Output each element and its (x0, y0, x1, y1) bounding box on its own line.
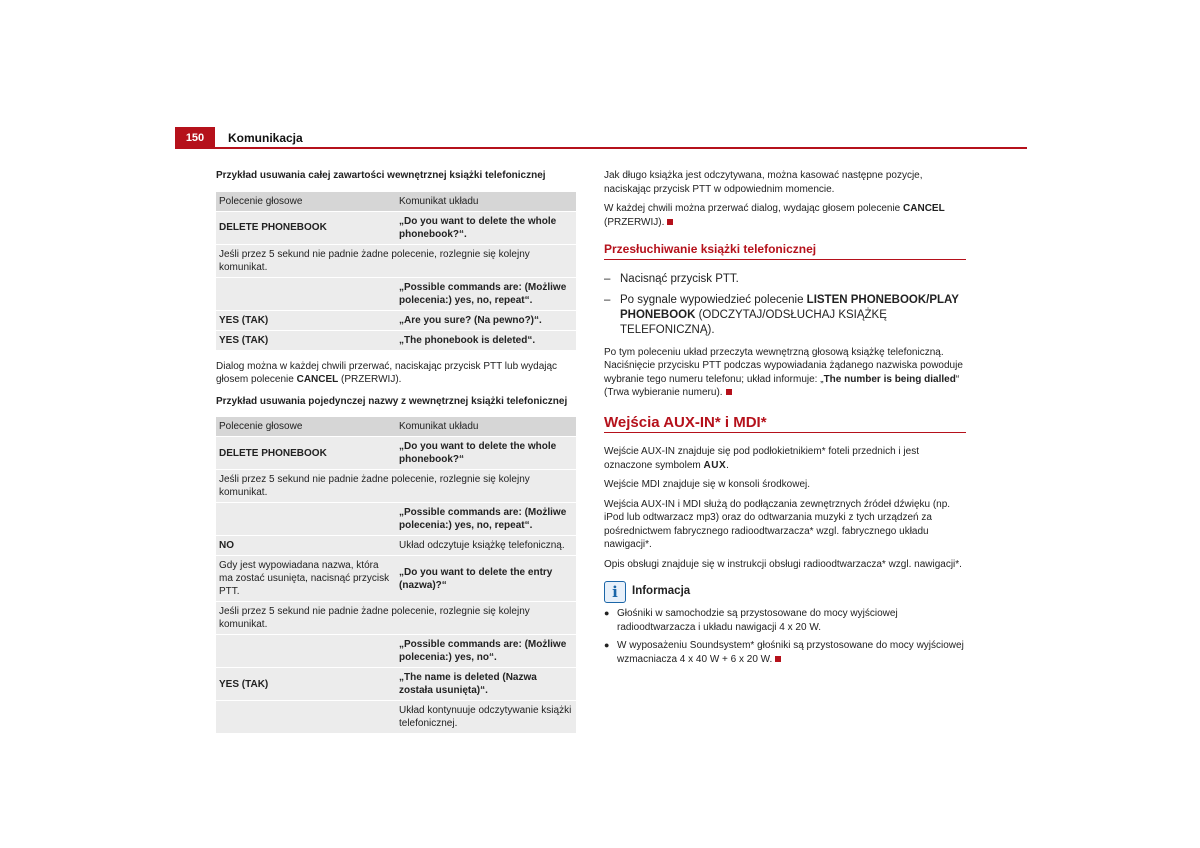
paragraph-dialling (604, 346, 966, 400)
table-row (216, 470, 576, 503)
message-cell: „Possible commands are: (Możliwe polecenia:) yes, no, repeat“. (396, 503, 576, 536)
info-bullet-1 (604, 607, 966, 634)
command-cell: YES (TAK) (216, 330, 396, 350)
command-cell: NO (216, 536, 396, 556)
bullet-text: Głośniki w samochodzie są przystosowane do mocy wyjściowej radioodtwarzacza i układu nawigacji 4 x 20 W. (617, 608, 898, 633)
step-text (620, 293, 966, 338)
message-cell: „Do you want to delete the whole phonebook?“. (396, 211, 576, 244)
table-row (216, 635, 576, 668)
info-title: Informacja (632, 585, 691, 598)
bullet-text (617, 639, 966, 666)
dash-marker: – (604, 272, 611, 285)
message-cell: „The name is deleted (Nazwa została usunięta)“. (396, 668, 576, 701)
message-cell: Układ kontynuuje odczytywanie książki telefonicznej. (396, 701, 576, 734)
message-cell: „Do you want to delete the entry (nazwa)?“ (396, 556, 576, 602)
table-row (216, 244, 576, 277)
text-span: Dialog można w każdej chwili przerwać, naciskając przycisk PTT lub wydając głosem polecenie (216, 360, 558, 385)
col-header-command: Polecenie głosowe (216, 192, 396, 212)
end-marker-icon (667, 219, 673, 225)
table2-caption: Przykład usuwania pojedynczej nazwy z wewnętrznej książki telefonicznej (216, 395, 568, 407)
command-cell: Gdy jest wypowiadana nazwa, która ma zostać usunięta, nacisnąć przycisk PTT. (216, 556, 396, 602)
step-text: Nacisnąć przycisk PTT. (620, 272, 739, 285)
message-cell: „Are you sure? (Na pewno?)“. (396, 310, 576, 330)
note-cell: Jeśli przez 5 sekund nie padnie żadne polecenie, rozlegnie się kolejny komunikat. (216, 602, 576, 635)
listen-command: LISTEN PHONEBOOK/PLAY PHONEBOOK (620, 293, 959, 321)
message-cell: „The phonebook is deleted“. (396, 330, 576, 350)
col-header-message: Komunikat układu (396, 192, 576, 212)
paragraph-mdi-location: Wejście MDI znajduje się w konsoli środkowej. (604, 479, 811, 490)
dialling-message: The number is being dialled (823, 373, 956, 385)
table-delete-all (216, 192, 576, 351)
bullet-icon: ● (604, 608, 610, 618)
col-header-command: Polecenie głosowe (216, 417, 396, 437)
table-row (216, 536, 576, 556)
text-span: (PRZERWIJ). (338, 374, 402, 385)
table1-caption: Przykład usuwania całej zawartości wewnętrznej książki telefonicznej (216, 170, 546, 181)
message-cell: „Do you want to delete the whole phonebook?“ (396, 437, 576, 470)
cancel-keyword: CANCEL (903, 203, 945, 214)
paragraph-cancel (604, 202, 966, 229)
table-row (216, 310, 576, 330)
message-cell: Układ odczytuje książkę telefoniczną. (396, 536, 576, 556)
text-span: Po sygnale wypowiedzieć polecenie (620, 293, 807, 306)
col-header-message: Komunikat układu (396, 417, 576, 437)
command-cell (216, 701, 396, 734)
table-header-row (216, 192, 576, 212)
cancel-keyword: CANCEL (296, 374, 339, 385)
table-delete-single (216, 417, 576, 734)
table-row (216, 602, 576, 635)
message-cell: „Possible commands are: (Możliwe polecenia:) yes, no“. (396, 635, 576, 668)
step-2 (604, 293, 966, 338)
paragraph-reading: Jak długo książka jest odczytywana, można kasować następne pozycje, naciskając przycisk PTT w odpowiednim momencie. (604, 170, 923, 195)
dash-marker: – (604, 293, 611, 306)
heading-listen-phonebook: Przesłuchiwanie książki telefonicznej (604, 243, 966, 260)
table-row (216, 556, 576, 602)
end-marker-icon (726, 389, 732, 395)
bullet-icon: ● (604, 640, 610, 650)
cancel-paragraph (216, 360, 576, 387)
text-span: (PRZERWIJ). (604, 216, 665, 228)
command-cell: YES (TAK) (216, 668, 396, 701)
text-span: Po tym poleceniu układ przeczyta wewnętrzną głosową książkę telefoniczną. Naciśnięcie przycisku PTT podczas wypowiadania żądanego nazwiska powoduje wybranie tego numeru telefonu; układ informuje: „ (604, 346, 963, 385)
heading-aux-mdi: Wejścia AUX-IN* i MDI* (604, 416, 966, 434)
paragraph-aux-location (604, 445, 966, 472)
table-row (216, 668, 576, 701)
paragraph-manual: Opis obsługi znajduje się w instrukcji obsługi radioodtwarzacza* wzgl. nawigacji*. (604, 558, 962, 570)
table-row (216, 437, 576, 470)
text-span: Wejście AUX-IN znajduje się pod podłokietnikiem* foteli przednich i jest oznaczone symbolem (604, 446, 919, 471)
info-bullet-2 (604, 639, 966, 666)
step-1 (604, 272, 966, 287)
text-span: W każdej chwili można przerwać dialog, wydając głosem polecenie (604, 203, 904, 214)
table-row (216, 503, 576, 536)
command-cell (216, 277, 396, 310)
command-cell (216, 635, 396, 668)
right-column (604, 169, 966, 671)
info-icon: i (604, 581, 626, 603)
note-cell: Jeśli przez 5 sekund nie padnie żadne polecenie, rozlegnie się kolejny komunikat. (216, 244, 576, 277)
header-rule (175, 147, 1027, 149)
command-cell: DELETE PHONEBOOK (216, 437, 396, 470)
text-span: W wyposażeniu Soundsystem* głośniki są przystosowane do mocy wyjściowej wzmacniacza 4 x 40 W + 6 x 20 W. (617, 640, 964, 665)
page-header (175, 127, 1027, 149)
section-title: Komunikacja (228, 131, 303, 145)
end-marker-icon (775, 656, 781, 662)
page-number: 150 (175, 127, 215, 148)
command-cell: DELETE PHONEBOOK (216, 211, 396, 244)
aux-symbol-icon: AUX (703, 459, 727, 471)
text-span: . (726, 459, 729, 471)
table-row (216, 330, 576, 350)
text-span: “ (Trwa wybieranie numeru). (604, 373, 960, 398)
command-cell (216, 503, 396, 536)
paragraph-aux-purpose: Wejścia AUX-IN i MDI służą do podłączania zewnętrznych źródeł dźwięku (np. iPod lub odtwarzacz mp3) oraz do odtwarzania muzyki z tych urządzeń za pośrednictwem fabrycznego radioodtwarzacza* wzgl. fabrycznego układu nawigacji*. (604, 498, 951, 550)
table-row (216, 701, 576, 734)
table-row (216, 211, 576, 244)
command-cell: YES (TAK) (216, 310, 396, 330)
info-box-header (604, 581, 966, 603)
table-row (216, 277, 576, 310)
table-header-row (216, 417, 576, 437)
left-column (216, 169, 576, 743)
text-span: (ODCZYTAJ/ODSŁUCHAJ KSIĄŻKĘ TELEFONICZNĄ). (620, 308, 887, 336)
note-cell: Jeśli przez 5 sekund nie padnie żadne polecenie, rozlegnie się kolejny komunikat. (216, 470, 576, 503)
message-cell: „Possible commands are: (Możliwe polecenia:) yes, no, repeat“. (396, 277, 576, 310)
